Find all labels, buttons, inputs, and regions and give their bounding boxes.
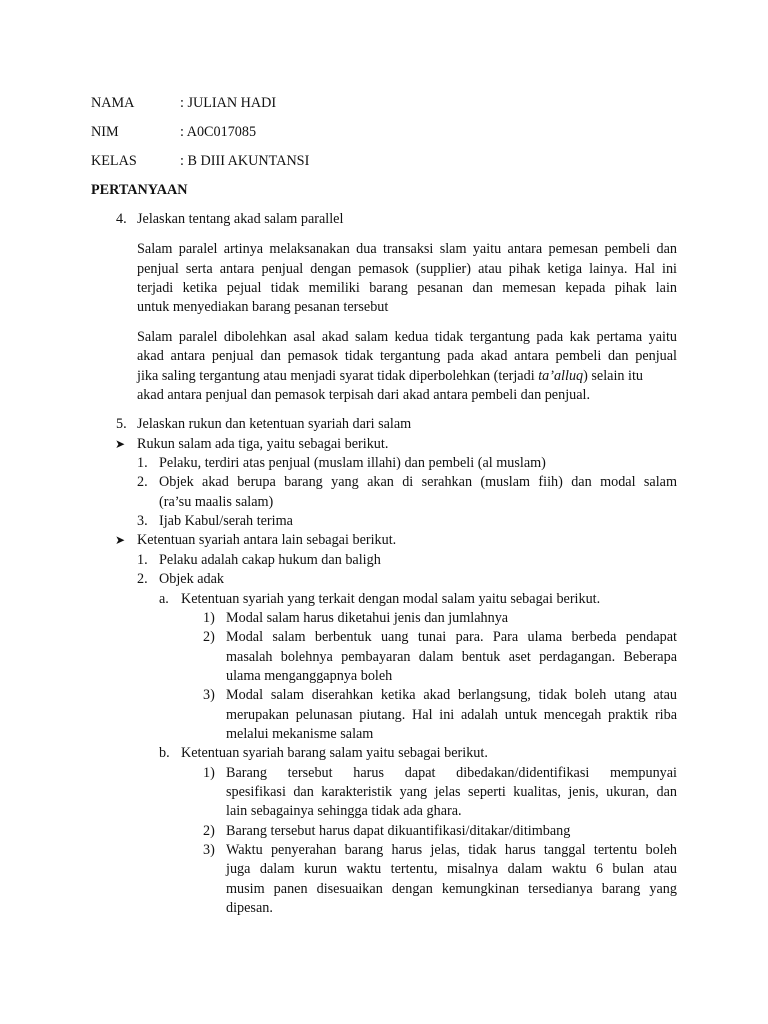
sub-item-number: 1) — [203, 610, 215, 626]
list-item: Objek adak — [159, 571, 225, 587]
arrow-bullet-icon: ➤ — [115, 533, 126, 547]
question-number: 5. — [116, 416, 127, 432]
sub-item-line: ulama menganggapnya boleh — [226, 668, 393, 684]
arabic-term: ta’alluq — [538, 368, 584, 384]
sub-item-number: 3) — [203, 842, 215, 858]
kelas-value: : B DIII AKUNTANSI — [180, 153, 310, 169]
paragraph-line: akad antara penjual dan pemasok tidak tergantung pada akad antara pembeli dan penjual — [137, 348, 677, 364]
list-item: (ra’su maalis salam) — [159, 494, 274, 510]
sub-item-line: lain sebagainya sehingga tidak ada ghara. — [226, 803, 462, 819]
sub-letter: b. — [159, 745, 170, 761]
section-title: PERTANYAAN — [91, 182, 188, 198]
sub-item-line: Barang tersebut harus dapat dibedakan/didentifikasi mempunyai — [226, 765, 677, 781]
sub-item-line: merupakan pelunasan piutang. Hal ini adalah untuk mencegah praktik riba — [226, 707, 677, 723]
sub-letter: a. — [159, 591, 169, 607]
arrow-bullet-icon: ➤ — [115, 437, 126, 451]
sub-item-number: 2) — [203, 823, 215, 839]
sub-heading: Ketentuan syariah yang terkait dengan modal salam yaitu sebagai berikut. — [181, 591, 601, 607]
paragraph-text: jika saling tergantung atau menjadi syarat tidak diperbolehkan (terjadi — [137, 368, 539, 384]
sub-item-line: melalui mekanisme salam — [226, 726, 374, 742]
paragraph-line: untuk menyediakan barang pesanan tersebut — [137, 299, 389, 315]
question-text: Jelaskan tentang akad salam parallel — [137, 211, 344, 227]
nama-value: : JULIAN HADI — [180, 95, 277, 111]
sub-item-line: Modal salam berbentuk uang tunai para. Para ulama berbeda pendapat — [226, 629, 677, 645]
paragraph-line: penjual serta antara penjual dengan pemasok (supplier) atau pihak ketiga lainya. Hal ini — [137, 261, 677, 277]
list-item: Ijab Kabul/serah terima — [159, 513, 293, 529]
sub-item-line: Barang tersebut harus dapat dikuantifikasi/ditakar/ditimbang — [226, 823, 571, 839]
sub-item-number: 3) — [203, 687, 215, 703]
sub-item-line: musim panen disesuaikan dengan kemungkinan tersedianya barang yang — [226, 881, 677, 897]
list-item: Objek akad berupa barang yang akan di serahkan (muslam fiih) dan modal salam — [159, 474, 677, 490]
sub-heading: Ketentuan syariah barang salam yaitu sebagai berikut. — [181, 745, 488, 761]
sub-item-line: masalah bolehnya pembayaran dalam bentuk aset perdagangan. Beberapa — [226, 649, 677, 665]
list-number: 3. — [137, 513, 148, 529]
sub-item-line: spesifikasi dan karakteristik yang jelas seperti kualitas, jenis, ukuran, dan — [226, 784, 677, 800]
sub-item-line: Modal salam harus diketahui jenis dan jumlahnya — [226, 610, 509, 626]
list-item: Pelaku adalah cakap hukum dan baligh — [159, 552, 381, 568]
ketentuan-heading: Ketentuan syariah antara lain sebagai berikut. — [137, 532, 397, 548]
nim-label: NIM — [91, 124, 119, 140]
sub-item-line: dipesan. — [226, 900, 273, 916]
nama-label: NAMA — [91, 95, 135, 111]
list-number: 1. — [137, 552, 148, 568]
list-number: 1. — [137, 455, 148, 471]
sub-item-line: juga dalam kurun waktu tertentu, misalnya dalam waktu 6 bulan atau — [226, 861, 677, 877]
paragraph-line — [137, 367, 677, 385]
list-number: 2. — [137, 571, 148, 587]
rukun-heading: Rukun salam ada tiga, yaitu sebagai berikut. — [137, 436, 389, 452]
kelas-label: KELAS — [91, 153, 137, 169]
sub-item-line: Waktu penyerahan barang harus jelas, tidak harus tanggal tertentu boleh — [226, 842, 677, 858]
paragraph-line: Salam paralel dibolehkan asal akad salam kedua tidak tergantung pada kak pertama yaitu — [137, 329, 677, 345]
sub-item-line: Modal salam diserahkan ketika akad berlangsung, tidak boleh utang atau — [226, 687, 677, 703]
question-text: Jelaskan rukun dan ketentuan syariah dari salam — [137, 416, 412, 432]
paragraph-line: akad antara penjual dan pemasok terpisah dari akad antara pembeli dan penjual. — [137, 387, 591, 403]
nim-value: : A0C017085 — [180, 124, 257, 140]
question-number: 4. — [116, 211, 127, 227]
paragraph-line: Salam paralel artinya melaksanakan dua transaksi slam yaitu antara pemesan pembeli dan — [137, 241, 677, 257]
sub-item-number: 1) — [203, 765, 215, 781]
list-number: 2. — [137, 474, 148, 490]
sub-item-number: 2) — [203, 629, 215, 645]
paragraph-line: terjadi ketika pejual tidak memiliki barang pesanan dan memesan kepada pihak lain — [137, 280, 677, 296]
list-item: Pelaku, terdiri atas penjual (muslam illahi) dan pembeli (al muslam) — [159, 455, 546, 471]
paragraph-text: ) selain itu — [583, 368, 644, 384]
